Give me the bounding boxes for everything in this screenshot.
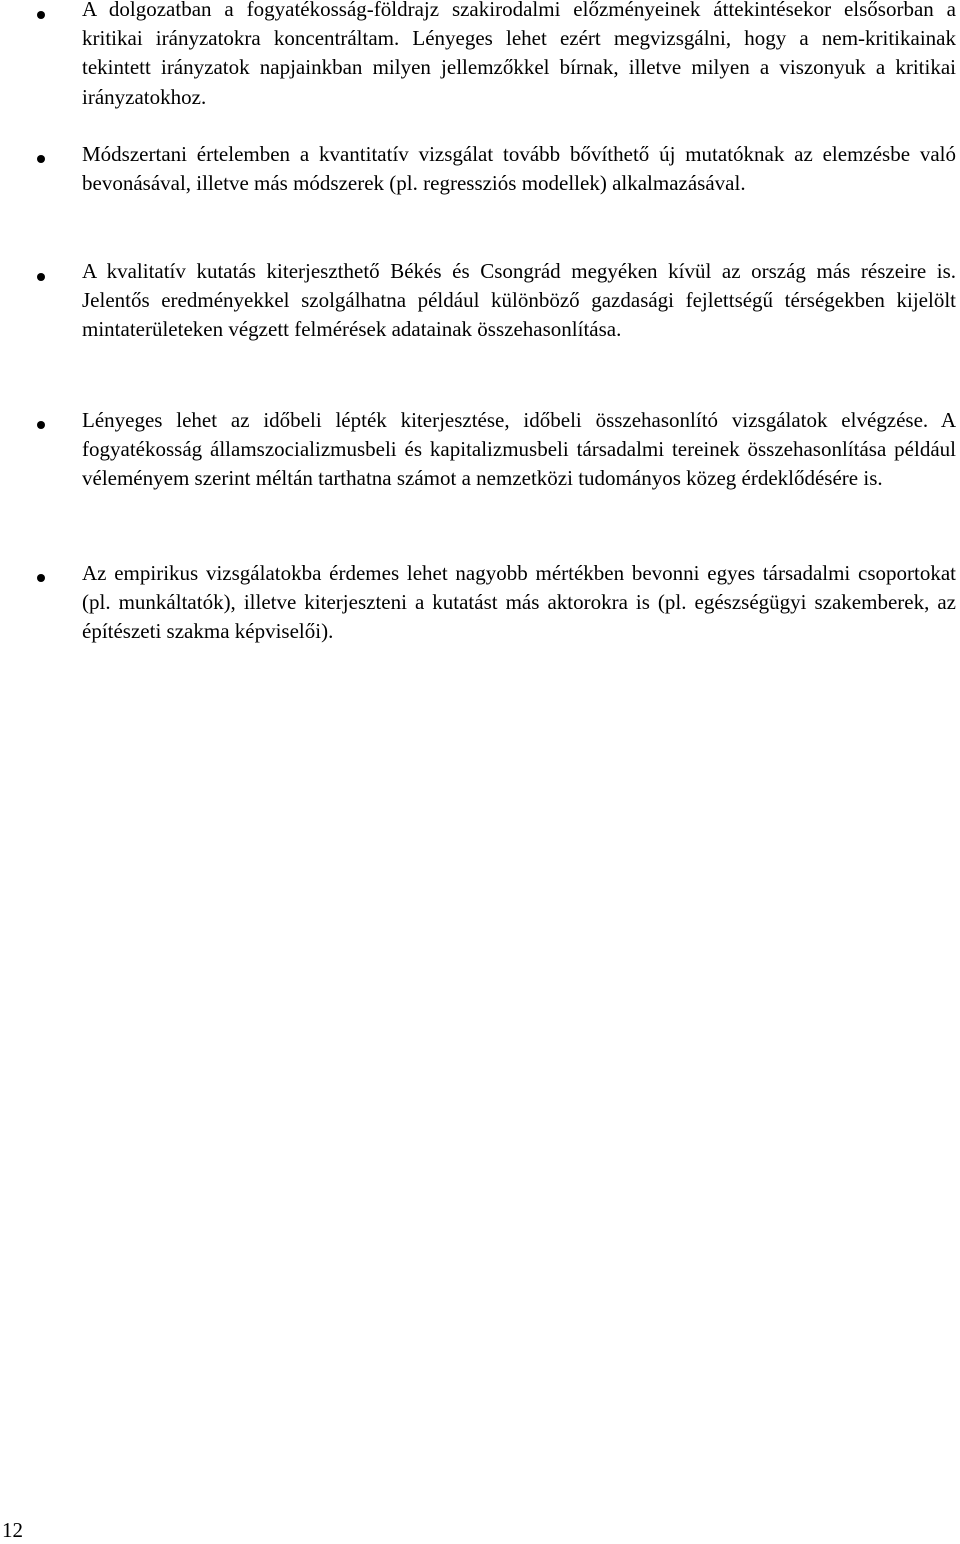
- bullet-icon: [37, 155, 45, 163]
- bullet-text: Módszertani értelemben a kvantitatív vizsgálat tovább bővíthető új mutatóknak az elemzésbe való bevonásával, illetve más módszerek (pl. regressziós modellek) alkalmazásával.: [82, 142, 956, 196]
- bullet-icon: [37, 11, 45, 19]
- bullet-text: Lényeges lehet az időbeli lépték kiterjesztése, időbeli összehasonlító vizsgálatok elvégzése. A fogyatékosság államszocializmusbeli és kapitalizmusbeli társadalmi tereinek összehasonlítása például véleményem szerint méltán tarthatna számot a nemzetközi tudományos közeg érdeklődésére is.: [82, 408, 956, 491]
- bullet-text: A kvalitatív kutatás kiterjeszthető Békés és Csongrád megyéken kívül az ország más részeire is. Jelentős eredményekkel szolgálhatna például különböző gazdasági fejlettségű térségekben kijelölt mintaterületeken végzett felmérések adatainak összehasonlítása.: [82, 259, 956, 342]
- bullet-icon: [37, 574, 45, 582]
- bullet-icon: [37, 273, 45, 281]
- bullet-icon: [37, 421, 45, 429]
- bullet-text: Az empirikus vizsgálatokba érdemes lehet nagyobb mértékben bevonni egyes társadalmi csoportokat (pl. munkáltatók), illetve kiterjeszteni a kutatást más aktorokra is (pl. egészségügyi szakemberek, az építészeti szakma képviselői).: [82, 561, 956, 644]
- bullet-text: A dolgozatban a fogyatékosság-földrajz szakirodalmi előzményeinek áttekintésekor elsősorban a kritikai irányzatokra koncentráltam. Lényeges lehet ezért megvizsgálni, hogy a nem-kritikainak tekintett irányzatok napjainkban milyen jellemzőkkel bírnak, illetve milyen a viszonyuk a kritikai irányzatokhoz.: [82, 0, 956, 109]
- page-number: 12: [2, 1518, 23, 1542]
